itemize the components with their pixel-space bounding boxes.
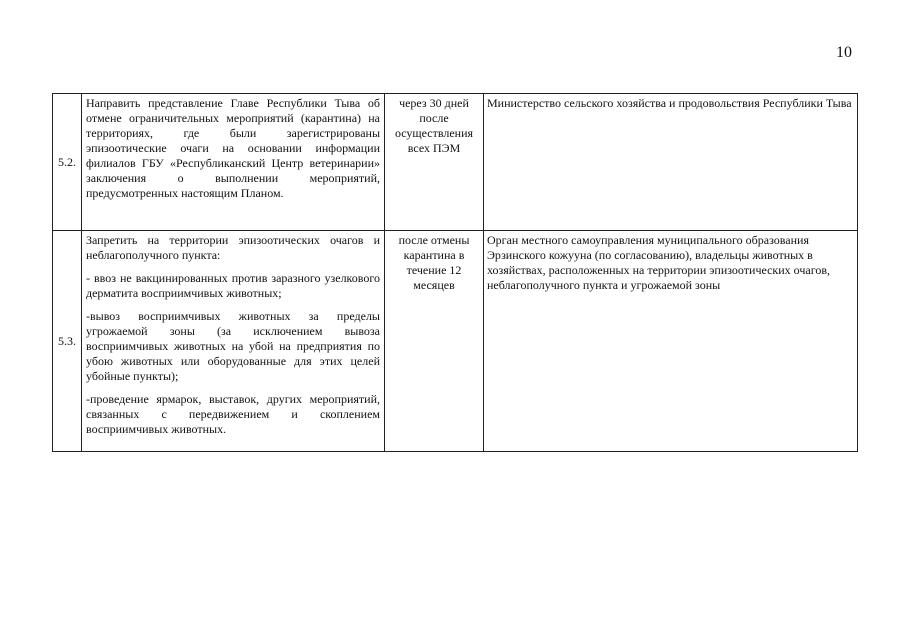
table-row [53, 94, 858, 231]
responsible-cell: Министерство сельского хозяйства и продовольствия Республики Тыва [484, 94, 858, 231]
measures-table [52, 93, 858, 452]
measure-text: Запретить на территории эпизоотических очагов и неблагополучного пункта: [86, 233, 380, 262]
measure-cell [82, 94, 385, 231]
measure-text: - ввоз не вакцинированных против заразного узелкового дерматита восприимчивых животных; [86, 271, 380, 300]
measure-text: -вывоз восприимчивых животных за пределы угрожаемой зоны (за исключением вывоза восприимчивых животных на убой на предприятия по убою животных или оборудованные для этих целей убойные пункты); [86, 309, 380, 383]
responsible-cell: Орган местного самоуправления муниципального образования Эрзинского кожууна (по согласованию), владельцы животных в хозяйствах, расположенных на территории эпизоотических очагов, неблагополучного пункта и угрожаемой зоны [484, 231, 858, 452]
measure-cell [82, 231, 385, 452]
page-number: 10 [836, 44, 852, 61]
row-number: 5.2. [53, 94, 82, 231]
table-row [53, 231, 858, 452]
measure-text: -проведение ярмарок, выставок, других мероприятий, связанных с передвижением и скоплением восприимчивых животных. [86, 392, 380, 436]
term-cell: после отмены карантина в течение 12 месяцев [385, 231, 484, 452]
row-number: 5.3. [53, 231, 82, 452]
measure-text: Направить представление Главе Республики Тыва об отмене ограничительных мероприятий (карантина) на территориях, где были зарегистрированы эпизоотические очаги на основании информации филиалов ГБУ «Республиканский Центр ветеринарии» заключения о выполнении мероприятий, предусмотренных настоящим Планом. [86, 96, 380, 200]
term-cell: через 30 дней после осуществления всех ПЭМ [385, 94, 484, 231]
